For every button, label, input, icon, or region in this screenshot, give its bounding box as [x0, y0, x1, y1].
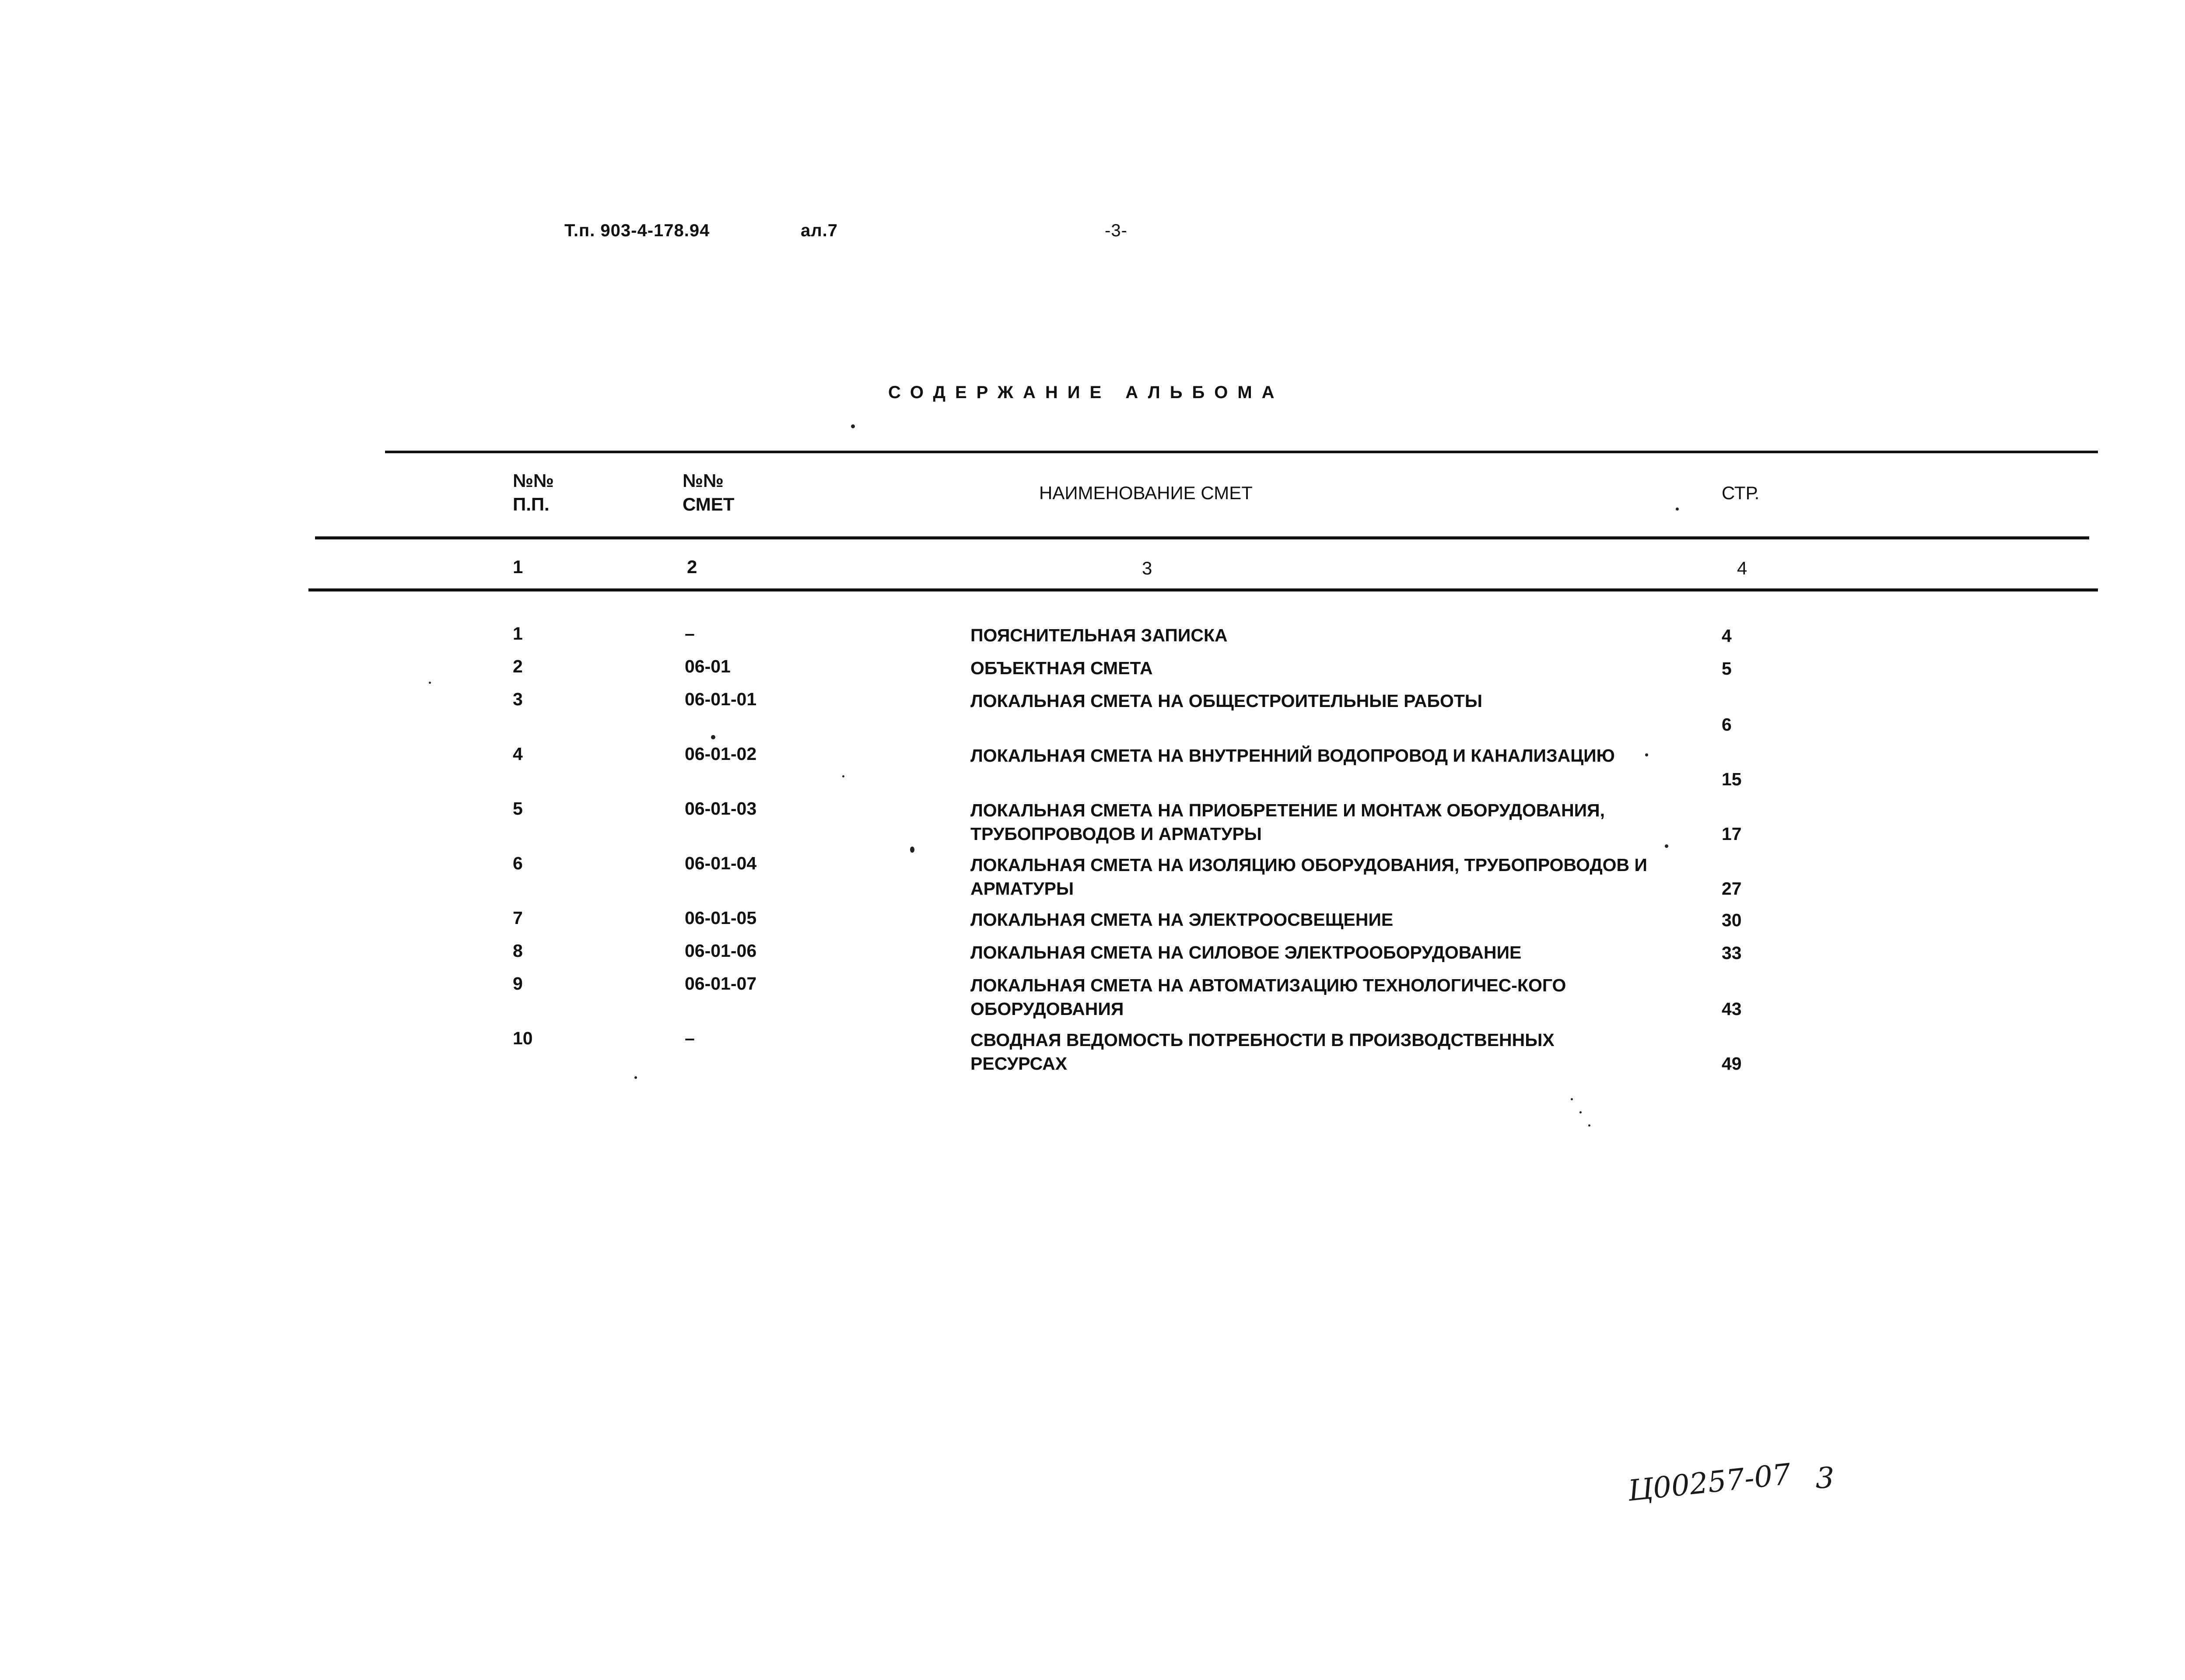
row-number: 6 [513, 853, 523, 873]
column-header-estimate-no [683, 469, 734, 516]
row-number: 5 [513, 798, 523, 819]
page-ref: 49 [1722, 1054, 1742, 1074]
estimate-name: ЛОКАЛЬНАЯ СМЕТА НА ИЗОЛЯЦИЮ ОБОРУДОВАНИЯ, ТРУБОПРОВОДОВ И АРМАТУРЫ [970, 855, 1648, 899]
scan-speck [1588, 1124, 1590, 1127]
page-ref: 30 [1722, 910, 1742, 930]
document-reference: Т.п. 903-4-178.94 [564, 221, 710, 240]
album-number: ал.7 [801, 221, 838, 240]
table-row [0, 689, 2185, 746]
row-number: 3 [513, 689, 523, 709]
estimate-name: ЛОКАЛЬНАЯ СМЕТА НА ВНУТРЕННИЙ ВОДОПРОВОД И КАНАЛИЗАЦИЮ [970, 746, 1615, 766]
col2-line1: №№ [683, 470, 724, 491]
sheet-number-handwritten: 3 [1816, 1461, 1834, 1495]
estimate-code: – [685, 623, 695, 644]
col1-line1: №№ [513, 470, 554, 491]
estimate-name: ЛОКАЛЬНАЯ СМЕТА НА СИЛОВОЕ ЭЛЕКТРООБОРУДОВАНИЕ [970, 942, 1522, 962]
row-number: 1 [513, 623, 523, 644]
estimate-code: 06-01-05 [685, 908, 757, 928]
estimate-name: ЛОКАЛЬНАЯ СМЕТА НА ЭЛЕКТРООСВЕЩЕНИЕ [970, 910, 1394, 930]
row-number: 9 [513, 973, 523, 994]
table-top-rule [385, 451, 2098, 453]
estimate-code: 06-01-02 [685, 744, 757, 764]
page-title: СОДЕРЖАНИЕ АЛЬБОМА [888, 383, 1284, 402]
scan-speck [1645, 753, 1648, 756]
archive-stamp-handwritten: Ц00257-07 [1626, 1457, 1793, 1508]
estimate-code: 06-01 [685, 656, 731, 676]
scan-speck [1571, 1098, 1573, 1100]
estimate-name: ПОЯСНИТЕЛЬНАЯ ЗАПИСКА [970, 625, 1228, 645]
column-numbers-rule [308, 588, 2098, 592]
page-ref: 43 [1722, 999, 1742, 1019]
column-number-2: 2 [687, 556, 697, 577]
page-ref: 6 [1722, 714, 1732, 735]
page-ref: 4 [1722, 626, 1732, 646]
page-number: -3- [1105, 221, 1128, 240]
estimate-code: 06-01-01 [685, 689, 757, 709]
page-ref: 17 [1722, 824, 1742, 844]
column-number-1: 1 [513, 556, 523, 577]
scan-speck [1579, 1111, 1582, 1113]
page-ref: 5 [1722, 658, 1732, 679]
column-number-3: 3 [1142, 558, 1152, 578]
estimate-code: – [685, 1028, 695, 1048]
scan-speck [429, 682, 431, 684]
table-row [0, 973, 2185, 1030]
column-header-item-no [513, 469, 554, 516]
table-row [0, 853, 2185, 910]
estimate-name: ЛОКАЛЬНАЯ СМЕТА НА ОБЩЕСТРОИТЕЛЬНЫЕ РАБОТЫ [970, 691, 1483, 711]
page-ref: 15 [1722, 769, 1742, 789]
estimate-name: ОБЪЕКТНАЯ СМЕТА [970, 658, 1153, 678]
row-number: 4 [513, 744, 523, 764]
col1-line2: П.П. [513, 494, 550, 514]
scan-speck [1676, 508, 1679, 511]
row-number: 2 [513, 656, 523, 676]
estimate-name: СВОДНАЯ ВЕДОМОСТЬ ПОТРЕБНОСТИ В ПРОИЗВОДСТВЕННЫХ РЕСУРСАХ [970, 1030, 1555, 1074]
scan-speck [910, 847, 914, 853]
header-bottom-rule [315, 536, 2089, 539]
scan-speck [711, 735, 715, 739]
scan-speck [634, 1076, 637, 1079]
table-row [0, 798, 2185, 855]
estimate-name: ЛОКАЛЬНАЯ СМЕТА НА ПРИОБРЕТЕНИЕ И МОНТАЖ ОБОРУДОВАНИЯ, ТРУБОПРОВОДОВ И АРМАТУРЫ [970, 800, 1605, 844]
row-number: 8 [513, 941, 523, 961]
scan-speck [842, 775, 844, 777]
estimate-code: 06-01-04 [685, 853, 757, 873]
estimate-code: 06-01-03 [685, 798, 757, 819]
page-ref: 27 [1722, 878, 1742, 899]
estimate-name: ЛОКАЛЬНАЯ СМЕТА НА АВТОМАТИЗАЦИЮ ТЕХНОЛОГИЧЕС-КОГО ОБОРУДОВАНИЯ [970, 975, 1566, 1019]
col2-line2: СМЕТ [683, 494, 735, 514]
column-number-4: 4 [1737, 558, 1747, 578]
scan-speck [851, 424, 855, 428]
column-header-estimate-name: НАИМЕНОВАНИЕ СМЕТ [1039, 483, 1253, 503]
column-header-page: СТР. [1722, 483, 1760, 503]
table-row [0, 1028, 2185, 1085]
page-ref: 33 [1722, 943, 1742, 963]
scan-speck [1665, 844, 1668, 848]
estimate-code: 06-01-07 [685, 973, 757, 994]
row-number: 10 [513, 1028, 533, 1048]
estimate-code: 06-01-06 [685, 941, 757, 961]
row-number: 7 [513, 908, 523, 928]
table-row [0, 744, 2185, 801]
